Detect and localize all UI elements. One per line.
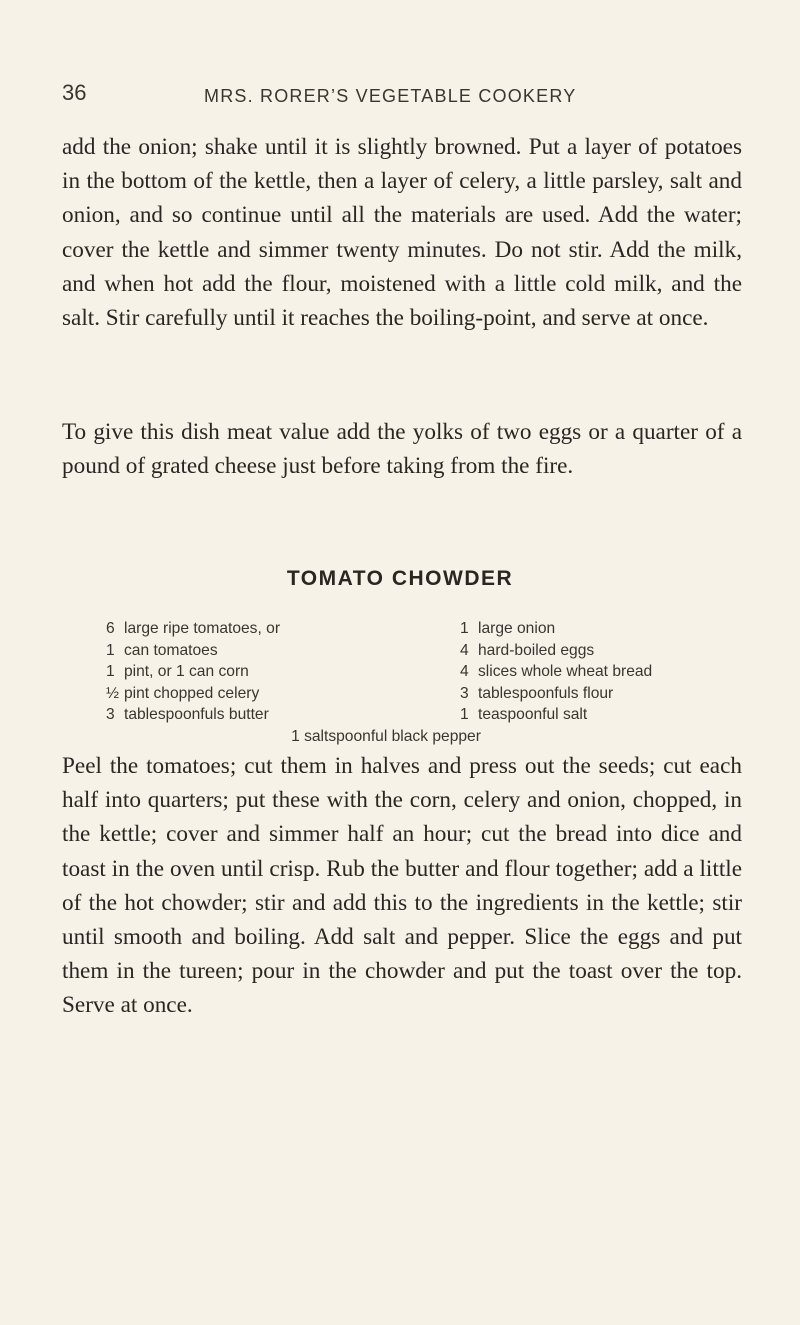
ingredient-item: 3 tablespoonfuls flour — [460, 684, 614, 702]
page-number: 36 — [62, 80, 87, 105]
ingredient-item-pepper: 1 saltspoonful black pepper — [291, 728, 481, 745]
recipe-title: TOMATO CHOWDER — [286, 567, 514, 590]
page-header — [62, 80, 742, 110]
paragraph-meat-value-text: To give this dish meat value add the yolks of two eggs or a quarter of a pound of grated cheese just before taking from the fire. — [62, 419, 742, 480]
ingredient-item: 4 hard-boiled eggs — [460, 641, 595, 659]
ingredient-column-right — [460, 618, 780, 726]
ingredient-item: 6 large ripe tomatoes, or — [106, 620, 281, 637]
ingredient-item: 3 tablespoonfuls butter — [106, 706, 269, 724]
ingredient-column-left — [106, 618, 426, 726]
recipe-directions: Peel the tomatoes; cut them in halves and press out the seeds; cut each half into quarters; put these with the corn, celery and onion, chopped, in the kettle; cover and simmer half an hour; cut the bread into dice and toast in the oven until crisp. Rub the butter and flour together; add a little of the hot chowder; stir and add this to the ingredients in the kettle; stir until smooth and boiling. Add salt and pepper. Slice the eggs and put them in the tureen; pour in the chowder and put the toast over the top. Serve at once. — [62, 753, 742, 1019]
ingredient-item: 1 large onion — [460, 620, 556, 637]
ingredient-item: 1 teaspoonful salt — [460, 706, 588, 724]
ingredient-item: 4 slices whole wheat bread — [460, 663, 653, 681]
running-head: MRS. RORER’S VEGETABLE COOKERY — [204, 86, 577, 106]
ingredient-item: 1 pint, or 1 can corn — [106, 663, 249, 681]
paragraph-onion-instructions: add the onion; shake until it is slightly browned. Put a layer of potatoes in the bottom of the kettle, then a layer of celery, a little parsley, salt and onion, and so continue until all the materials are used. Add the water; cover the kettle and simmer twenty minutes. Do not stir. Add the milk, and when hot add the flour, moistened with a little cold milk, and the salt. Stir carefully until it reaches the boiling-point, and serve at once. — [62, 134, 742, 332]
paragraph-meat-value — [62, 415, 742, 483]
ingredient-item: 1 can tomatoes — [106, 641, 218, 659]
ingredient-item: ½ pint chopped celery — [106, 684, 260, 702]
